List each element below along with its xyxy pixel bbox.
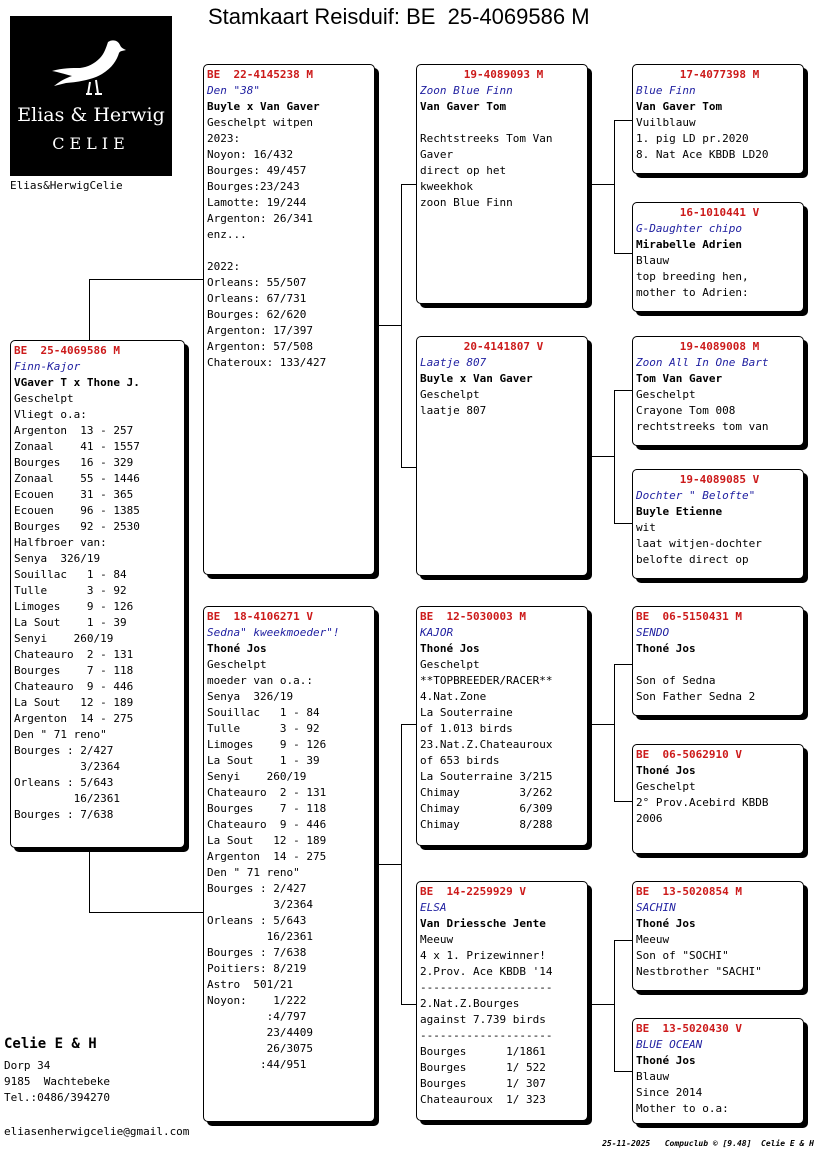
connector (401, 724, 416, 725)
info-line: Bourges 1/1861 (420, 1045, 546, 1058)
connector (401, 184, 416, 185)
connector (89, 279, 203, 280)
breeder-name: Thoné Jos (636, 642, 696, 655)
info-line: Limoges 9 - 126 (14, 600, 134, 613)
info-line: laat witjen-dochter (636, 537, 762, 550)
connector (588, 1004, 614, 1005)
breeder-name: Buyle x Van Gaver (207, 100, 320, 113)
connector (614, 664, 632, 665)
footer-line: Dorp 34 (4, 1059, 51, 1072)
info-line: 2° Prov.Acebird KBDB (636, 796, 769, 809)
breeder-name: Van Gaver Tom (420, 100, 507, 113)
info-line: Gaver (420, 148, 454, 161)
info-line: of 653 birds (420, 754, 500, 767)
info-line: Vliegt o.a: (14, 408, 87, 421)
connector (614, 664, 615, 802)
info-line: Bourges:23/243 (207, 180, 300, 193)
info-line: Astro 501/21 (207, 978, 294, 991)
info-line: Ecouen 31 - 365 (14, 488, 134, 501)
info-line (420, 115, 587, 131)
info-line: 1. pig LD pr.2020 (636, 132, 749, 145)
footer-name: Celie E & H (4, 1036, 97, 1052)
breeder-name: Thoné Jos (636, 1054, 696, 1067)
info-line: 2006 (636, 812, 663, 825)
info-line: 16/2361 (207, 930, 313, 943)
connector (614, 523, 632, 524)
ring-number: 19-4089093 M (463, 68, 544, 81)
info-line: Chateauro 9 - 446 (207, 818, 327, 831)
ring-number: 16-1010441 V (679, 206, 760, 219)
info-line: Mother to o.a: (636, 1102, 729, 1115)
ring-number: 19-4089085 V (679, 473, 760, 486)
info-line: Zonaal 41 - 1557 (14, 440, 140, 453)
info-line: 23.Nat.Z.Chateauroux (420, 738, 553, 751)
info-line: -------------------- (420, 981, 553, 994)
ring-number: BE 06-5150431 M (636, 610, 742, 623)
ring-number: BE 25-4069586 M (14, 344, 120, 357)
breeder-name: Tom Van Gaver (636, 372, 723, 385)
info-line: Tulle 3 - 92 (207, 722, 320, 735)
info-line: Halfbroer van: (14, 536, 107, 549)
dam-dam-card (416, 881, 588, 1121)
footer-line: Tel.:0486/394270 (4, 1091, 110, 1104)
info-line: 2.Nat.Z.Bourges (420, 997, 520, 1010)
info-line: Chimay 3/262 (420, 786, 553, 799)
info-line: Orleans : 5/643 (207, 914, 307, 927)
info-line: Son Father Sedna 2 (636, 690, 756, 703)
info-line: laatje 807 (420, 404, 487, 417)
breeder-name: Thoné Jos (207, 642, 267, 655)
info-line: Bourges 1/ 307 (420, 1077, 546, 1090)
info-line: Den " 71 reno" (207, 866, 300, 879)
info-line: :44/951 (207, 1058, 307, 1071)
info-line: Bourges: 49/457 (207, 164, 307, 177)
ssd-card (632, 202, 804, 312)
ring-number: 17-4077398 M (679, 68, 760, 81)
breeder-name: Van Driessche Jente (420, 917, 546, 930)
info-line: Chateroux: 133/427 (207, 356, 327, 369)
pigeon-name: Zoon All In One Bart (636, 356, 769, 369)
info-line: 2023: (207, 132, 241, 145)
info-line: Orleans : 5/643 (14, 776, 114, 789)
info-line: Bourges : 7/638 (14, 808, 114, 821)
connector (614, 253, 632, 254)
info-line: Senyi 260/19 (14, 632, 114, 645)
info-line: La Souterraine 3/215 (420, 770, 553, 783)
info-line: Son of Sedna (636, 674, 716, 687)
pigeon-name: Zoon Blue Finn (420, 84, 513, 97)
info-line: La Souterraine (420, 706, 513, 719)
info-line: Argenton 14 - 275 (207, 850, 327, 863)
info-line: 26/3075 (207, 1042, 313, 1055)
dsd-card (632, 744, 804, 854)
info-line: Bourges 92 - 2530 (14, 520, 140, 533)
info-line: Vuilblauw (636, 116, 696, 129)
info-line: Argenton: 26/341 (207, 212, 313, 225)
breeder-name: VGaver T x Thone J. (14, 376, 140, 389)
logo-line2: CELIE (52, 134, 130, 153)
connector (401, 724, 402, 1005)
connector (614, 390, 615, 524)
info-line: Bourges 1/ 522 (420, 1061, 546, 1074)
breeder-name: Buyle Etienne (636, 505, 723, 518)
info-line: Blauw (636, 1070, 670, 1083)
brand-label: Elias&HerwigCelie (10, 179, 123, 192)
info-line: Bourges 7 - 118 (14, 664, 134, 677)
info-line: Ecouen 96 - 1385 (14, 504, 140, 517)
info-line (207, 243, 374, 259)
ring-number: BE 13-5020854 M (636, 885, 742, 898)
footer-line: 9185 Wachtebeke (4, 1075, 110, 1088)
info-line: Chimay 8/288 (420, 818, 553, 831)
info-line: rechtstreeks tom van (636, 420, 769, 433)
info-line: Argenton 13 - 257 (14, 424, 134, 437)
dds-card (632, 881, 804, 991)
pigeon-name: SACHIN (636, 901, 676, 914)
info-line: direct op het (420, 164, 507, 177)
breeder-name: Mirabelle Adrien (636, 238, 742, 251)
info-line: Argenton: 17/397 (207, 324, 313, 337)
info-line: Orleans: 55/507 (207, 276, 307, 289)
info-line: Bourges : 2/427 (14, 744, 114, 757)
ring-number: BE 18-4106271 V (207, 610, 313, 623)
pigeon-name: Laatje 807 (420, 356, 487, 369)
pigeon-name: KAJOR (420, 626, 454, 639)
info-line: La Sout 1 - 39 (207, 754, 320, 767)
info-line: Rechtstreeks Tom Van (420, 132, 553, 145)
sdd-card (632, 469, 804, 579)
connector (614, 801, 632, 802)
info-line: -------------------- (420, 1029, 553, 1042)
info-line: kweekhok (420, 180, 473, 193)
info-line: Poitiers: 8/219 (207, 962, 307, 975)
info-line: Souillac 1 - 84 (14, 568, 127, 581)
connector (401, 467, 416, 468)
connector (614, 120, 615, 254)
info-line: La Sout 12 - 189 (207, 834, 327, 847)
info-line: :4/797 (207, 1010, 307, 1023)
info-line: Senya 326/19 (207, 690, 294, 703)
info-line: Tulle 3 - 92 (14, 584, 127, 597)
connector (588, 184, 614, 185)
connector (614, 940, 632, 941)
info-line: Geschelpt (207, 658, 267, 671)
footer-stamp: 25-11-2025 Compuclub © [9.48] Celie E & H (602, 1139, 814, 1148)
info-line: Den " 71 reno" (14, 728, 107, 741)
info-line: Blauw (636, 254, 670, 267)
info-line: 23/4409 (207, 1026, 313, 1039)
pigeon-name: SENDO (636, 626, 670, 639)
ring-number: BE 13-5020430 V (636, 1022, 742, 1035)
connector (89, 912, 203, 913)
info-line: Nestbrother "SACHI" (636, 965, 762, 978)
main-pigeon-card (10, 340, 185, 848)
info-line: mother to Adrien: (636, 286, 749, 299)
breeder-name: Buyle x Van Gaver (420, 372, 533, 385)
info-line: Geschelpt (636, 780, 696, 793)
ring-number: 19-4089008 M (679, 340, 760, 353)
ring-number: BE 22-4145238 M (207, 68, 313, 81)
sire-dam-card (416, 336, 588, 576)
info-line: belofte direct op (636, 553, 749, 566)
info-line: Noyon: 16/432 (207, 148, 294, 161)
info-line: Orleans: 67/731 (207, 292, 307, 305)
sire-card (203, 64, 375, 575)
sds-card (632, 336, 804, 446)
info-line: wit (636, 521, 656, 534)
info-line: Chimay 6/309 (420, 802, 553, 815)
info-line: Chateauroux 1/ 323 (420, 1093, 546, 1106)
info-line: moeder van o.a.: (207, 674, 313, 687)
ring-number: BE 12-5030003 M (420, 610, 526, 623)
connector (375, 864, 401, 865)
pigeon-name: Den "38" (207, 84, 260, 97)
info-line: Chateauro 2 - 131 (14, 648, 134, 661)
connector (401, 1004, 416, 1005)
info-line: Argenton 14 - 275 (14, 712, 134, 725)
breeder-name: Thoné Jos (636, 917, 696, 930)
pigeon-name: Sedna" kweekmoeder"! (207, 626, 340, 639)
breeder-name: Van Gaver Tom (636, 100, 723, 113)
footer-email: eliasenherwigcelie@gmail.com (4, 1125, 190, 1138)
info-line: 3/2364 (14, 760, 120, 773)
breeder-name: Thoné Jos (636, 764, 696, 777)
sss-card (632, 64, 804, 174)
info-line: Geschelpt witpen (207, 116, 313, 129)
info-line: Geschelpt (420, 658, 480, 671)
info-line: Meeuw (636, 933, 670, 946)
info-line: Bourges 7 - 118 (207, 802, 327, 815)
info-line: Noyon: 1/222 (207, 994, 307, 1007)
page-title: Stamkaart Reisduif: BE 25-4069586 M (208, 4, 590, 29)
info-line: Lamotte: 19/244 (207, 196, 307, 209)
info-line: enz... (207, 228, 247, 241)
info-line: Geschelpt (14, 392, 74, 405)
connector (401, 184, 402, 468)
info-line: 8. Nat Ace KBDB LD20 (636, 148, 769, 161)
info-line: Since 2014 (636, 1086, 703, 1099)
footer-address (4, 1036, 110, 1106)
pigeon-name: G-Daughter chipo (636, 222, 742, 235)
connector (614, 1071, 632, 1072)
connector (614, 940, 615, 1072)
info-line: 2.Prov. Ace KBDB '14 (420, 965, 553, 978)
logo-line1: Elias & Herwig (17, 104, 165, 126)
pigeon-name: Finn-Kajor (14, 360, 81, 373)
connector (89, 279, 90, 340)
sire-sire-card (416, 64, 588, 304)
connector (614, 390, 632, 391)
info-line: Meeuw (420, 933, 454, 946)
connector (588, 724, 614, 725)
info-line (636, 657, 803, 673)
dam-sire-card (416, 606, 588, 846)
pigeon-name: Dochter " Belofte" (636, 489, 756, 502)
info-line: against 7.739 birds (420, 1013, 546, 1026)
info-line: Bourges: 62/620 (207, 308, 307, 321)
connector (588, 456, 614, 457)
info-line: **TOPBREEDER/RACER** (420, 674, 553, 687)
info-line: 3/2364 (207, 898, 313, 911)
ring-number: BE 06-5062910 V (636, 748, 742, 761)
dam-card (203, 606, 375, 1122)
info-line: Limoges 9 - 126 (207, 738, 327, 751)
info-line: Zonaal 55 - 1446 (14, 472, 140, 485)
pigeon-icon (50, 38, 132, 100)
pigeon-name: Blue Finn (636, 84, 696, 97)
info-line: of 1.013 birds (420, 722, 513, 735)
connector (614, 120, 632, 121)
dss-card (632, 606, 804, 716)
info-line: Geschelpt (636, 388, 696, 401)
ring-number: 20-4141807 V (463, 340, 544, 353)
info-line: Geschelpt (420, 388, 480, 401)
info-line: Senyi 260/19 (207, 770, 307, 783)
info-line: Bourges : 2/427 (207, 882, 307, 895)
info-line: 2022: (207, 260, 241, 273)
ddd-card (632, 1018, 804, 1124)
info-line: Souillac 1 - 84 (207, 706, 320, 719)
ring-number: BE 14-2259929 V (420, 885, 526, 898)
connector (375, 325, 401, 326)
info-line: Senya 326/19 (14, 552, 101, 565)
info-line: Bourges 16 - 329 (14, 456, 134, 469)
info-line: Son of "SOCHI" (636, 949, 729, 962)
breeder-name: Thoné Jos (420, 642, 480, 655)
info-line: La Sout 12 - 189 (14, 696, 134, 709)
info-line: top breeding hen, (636, 270, 749, 283)
info-line: Chateauro 9 - 446 (14, 680, 134, 693)
pigeon-name: BLUE OCEAN (636, 1038, 703, 1051)
info-line: Bourges : 7/638 (207, 946, 307, 959)
logo (10, 16, 172, 176)
info-line: 16/2361 (14, 792, 120, 805)
info-line: zoon Blue Finn (420, 196, 513, 209)
info-line: Argenton: 57/508 (207, 340, 313, 353)
info-line: Crayone Tom 008 (636, 404, 736, 417)
info-line: 4 x 1. Prizewinner! (420, 949, 546, 962)
info-line: Chateauro 2 - 131 (207, 786, 327, 799)
connector (89, 848, 90, 912)
pigeon-name: ELSA (420, 901, 447, 914)
info-line: La Sout 1 - 39 (14, 616, 127, 629)
info-line: 4.Nat.Zone (420, 690, 487, 703)
